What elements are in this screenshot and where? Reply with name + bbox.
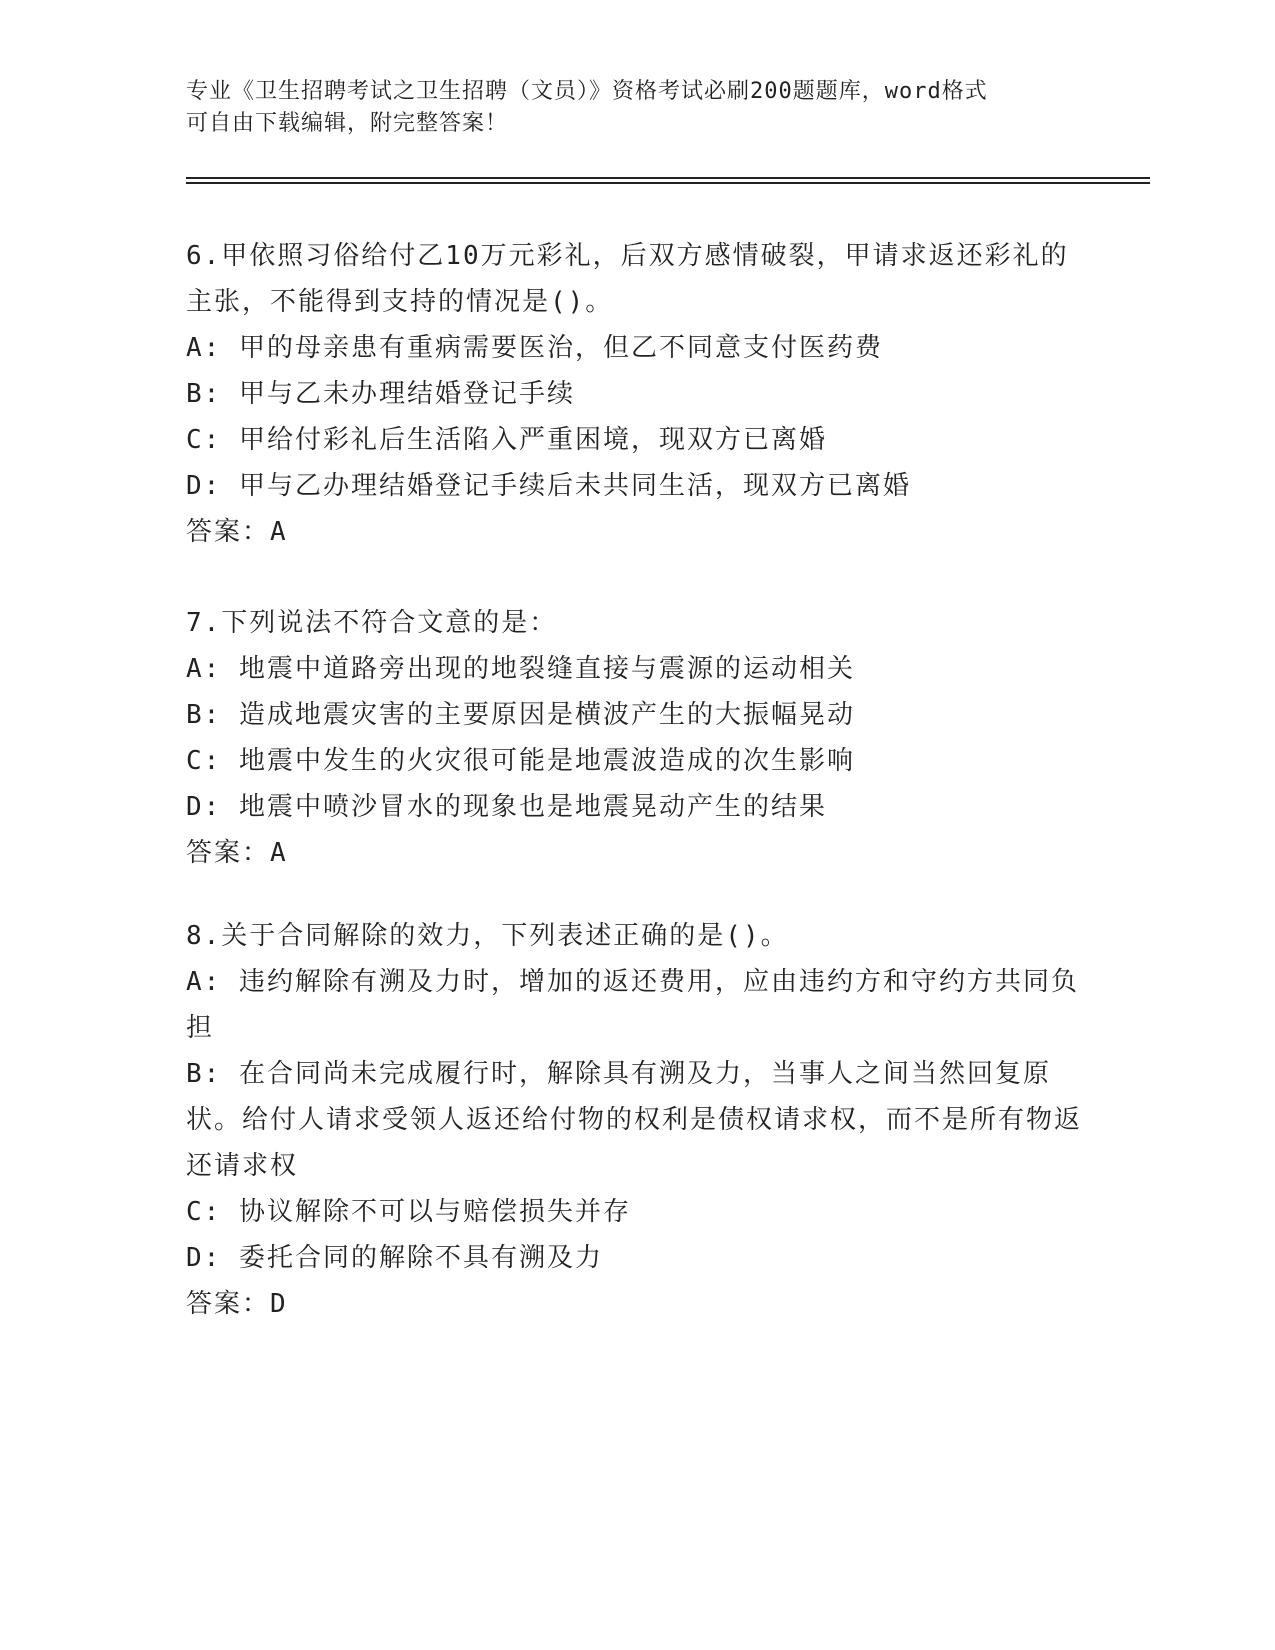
answer-line: [186, 830, 1086, 876]
option-d: D: 地震中喷沙冒水的现象也是地震晃动产生的结果: [186, 792, 827, 822]
answer-line: [186, 509, 1086, 555]
header-divider-bottom: [186, 182, 1150, 184]
document-header: [186, 76, 1066, 140]
option-d: D: 甲与乙办理结婚登记手续后未共同生活，现双方已离婚: [186, 471, 911, 501]
question-8: [186, 913, 1086, 1327]
option-c: C: 地震中发生的火灾很可能是地震波造成的次生影响: [186, 746, 855, 776]
question-stem: 6.甲依照习俗给付乙10万元彩礼，后双方感情破裂，甲请求返还彩礼的主张，不能得到支持的情况是()。: [186, 241, 1069, 317]
option-a: A: 地震中道路旁出现的地裂缝直接与震源的运动相关: [186, 654, 855, 684]
answer-value: A: [270, 517, 288, 547]
answer-label: 答案：: [186, 838, 271, 868]
option-b: B: 在合同尚未完成履行时，解除具有溯及力，当事人之间当然回复原状。给付人请求受领人返还给付物的权利是债权请求权，而不是所有物返还请求权: [186, 1059, 1083, 1181]
option-b: B: 造成地震灾害的主要原因是横波产生的大振幅晃动: [186, 700, 855, 730]
option-d: D: 委托合同的解除不具有溯及力: [186, 1243, 603, 1273]
header-line-1: 专业《卫生招聘考试之卫生招聘（文员）》资格考试必刷200题题库，word格式: [186, 79, 988, 104]
option-c: C: 甲给付彩礼后生活陷入严重困境，现双方已离婚: [186, 425, 827, 455]
answer-label: 答案：: [186, 1289, 271, 1319]
header-divider-top: [186, 177, 1150, 179]
question-6: [186, 233, 1086, 555]
option-b: B: 甲与乙未办理结婚登记手续: [186, 379, 575, 409]
header-line-2: 可自由下载编辑，附完整答案！: [186, 111, 509, 136]
question-7: [186, 600, 1086, 876]
answer-value: A: [270, 838, 288, 868]
answer-line: [186, 1281, 1086, 1327]
option-a: A: 违约解除有溯及力时，增加的返还费用，应由违约方和守约方共同负担: [186, 967, 1079, 1043]
question-stem: 7.下列说法不符合文意的是：: [186, 608, 558, 638]
answer-value: D: [270, 1289, 288, 1319]
option-c: C: 协议解除不可以与赔偿损失并存: [186, 1197, 631, 1227]
option-a: A: 甲的母亲患有重病需要医治，但乙不同意支付医药费: [186, 333, 883, 363]
answer-label: 答案：: [186, 517, 271, 547]
question-stem: 8.关于合同解除的效力，下列表述正确的是()。: [186, 921, 789, 951]
